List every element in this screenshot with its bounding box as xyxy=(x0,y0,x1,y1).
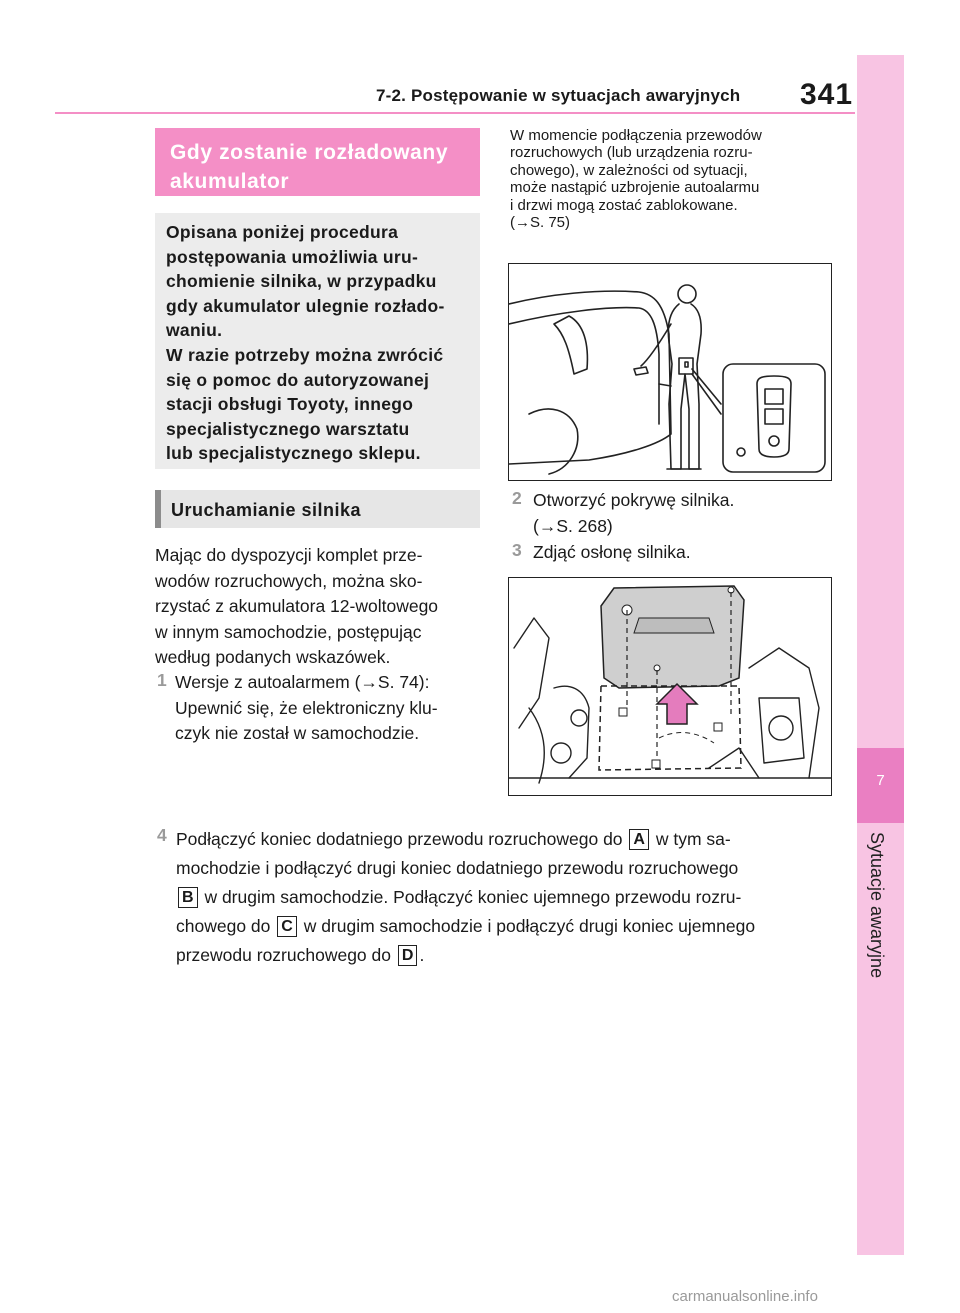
chapter-side-tab xyxy=(857,55,904,1255)
watermark: carmanualsonline.info xyxy=(672,1288,818,1305)
step-line: Otworzyć pokrywę silnika. xyxy=(533,490,735,510)
intro-line: stacji obsługi Toyoty, innego xyxy=(166,394,414,415)
terminal-label-c: C xyxy=(277,916,297,937)
subheading: Uruchamianie silnika xyxy=(171,500,362,520)
step-line: czyk nie został w samochodzie. xyxy=(175,723,420,743)
car-key-illustration xyxy=(508,263,832,481)
header-rule xyxy=(55,112,855,114)
paragraph-line: według podanych wskazówek. xyxy=(155,647,391,667)
terminal-label-d: D xyxy=(398,945,418,966)
step-number: 1 xyxy=(157,670,167,690)
intro-line: waniu. xyxy=(166,320,223,341)
step-4-text-segment: chowego do xyxy=(176,916,271,936)
chapter-number: 7 xyxy=(876,772,885,789)
step-line: Zdjąć osłonę silnika. xyxy=(533,542,691,562)
step-line: (→S. 268) xyxy=(533,515,613,536)
note-line: chowego), w zależności od sytuacji, xyxy=(510,161,748,179)
page-number: 341 xyxy=(800,78,854,111)
step-text xyxy=(175,670,480,747)
step-4-text-segment: w tym sa- xyxy=(655,829,731,849)
terminal-label-b: B xyxy=(178,887,198,908)
engine-cover-drawing xyxy=(509,578,832,796)
step-4-text-segment: przewodu rozruchowego do xyxy=(176,945,391,965)
step-number: 3 xyxy=(512,540,522,560)
note-line: rozruchowych (lub urządzenia rozru- xyxy=(510,144,753,162)
paragraph-line: rzystać z akumulatora 12-woltowego xyxy=(155,596,439,616)
car-key-drawing xyxy=(509,264,832,481)
step-line: Wersje z autoalarmem (→S. 74): xyxy=(175,672,430,692)
chapter-title: Sytuacje awaryjne xyxy=(867,832,887,979)
alarm-note xyxy=(510,127,830,231)
step-4-text-segment: Podłączyć koniec dodatniego przewodu rozruchowego do xyxy=(176,829,623,849)
intro-line: Opisana poniżej procedura xyxy=(166,222,399,242)
section-title xyxy=(170,138,480,196)
step-4-text-segment: w drugim samochodzie i podłączyć drugi koniec ujemnego xyxy=(303,916,756,936)
step-number: 4 xyxy=(157,825,167,845)
intro-line: lub specjalistycznego sklepu. xyxy=(166,443,421,464)
intro-box-text xyxy=(166,220,474,466)
step-4-text xyxy=(176,825,836,970)
paragraph-line: wodów rozruchowych, można sko- xyxy=(155,570,423,591)
section-title-line: Gdy zostanie rozładowany xyxy=(170,141,449,164)
step-line: Upewnić się, że elektroniczny klu- xyxy=(175,697,438,718)
intro-line: chomienie silnika, w przypadku xyxy=(166,271,437,292)
step-number: 2 xyxy=(512,488,522,508)
section-title-line: akumulator xyxy=(170,170,290,193)
note-line: W momencie podłączenia przewodów xyxy=(510,127,762,144)
intro-line: się o pomoc do autoryzowanej xyxy=(166,369,430,390)
step-4-text-segment: w drugim samochodzie. Podłączyć koniec ujemnego przewodu rozru- xyxy=(204,887,742,907)
step-4-text-segment: . xyxy=(419,945,425,965)
terminal-label-a: A xyxy=(629,829,649,850)
intro-line: W razie potrzeby można zwrócić xyxy=(166,344,444,365)
intro-paragraph xyxy=(155,543,480,671)
engine-cover-illustration xyxy=(508,577,832,796)
paragraph-line: w innym samochodzie, postępując xyxy=(155,621,422,642)
step-text xyxy=(533,488,833,539)
running-header-section: 7-2. Postępowanie w sytuacjach awaryjnych xyxy=(376,86,741,105)
intro-line: specjalistycznego warsztatu xyxy=(166,418,410,439)
note-line: (→S. 75) xyxy=(510,214,571,232)
note-line: może nastąpić uzbrojenie autoalarmu xyxy=(510,179,760,197)
step-text xyxy=(533,540,833,566)
paragraph-line: Mając do dyspozycji komplet prze- xyxy=(155,545,423,565)
intro-line: gdy akumulator ulegnie rozłado- xyxy=(166,295,445,316)
step-4-text-segment: mochodzie i podłączyć drugi koniec dodatniego przewodu rozruchowego xyxy=(176,858,739,878)
note-line: i drzwi mogą zostać zablokowane. xyxy=(510,196,738,214)
intro-line: postępowania umożliwia uru- xyxy=(166,246,419,267)
